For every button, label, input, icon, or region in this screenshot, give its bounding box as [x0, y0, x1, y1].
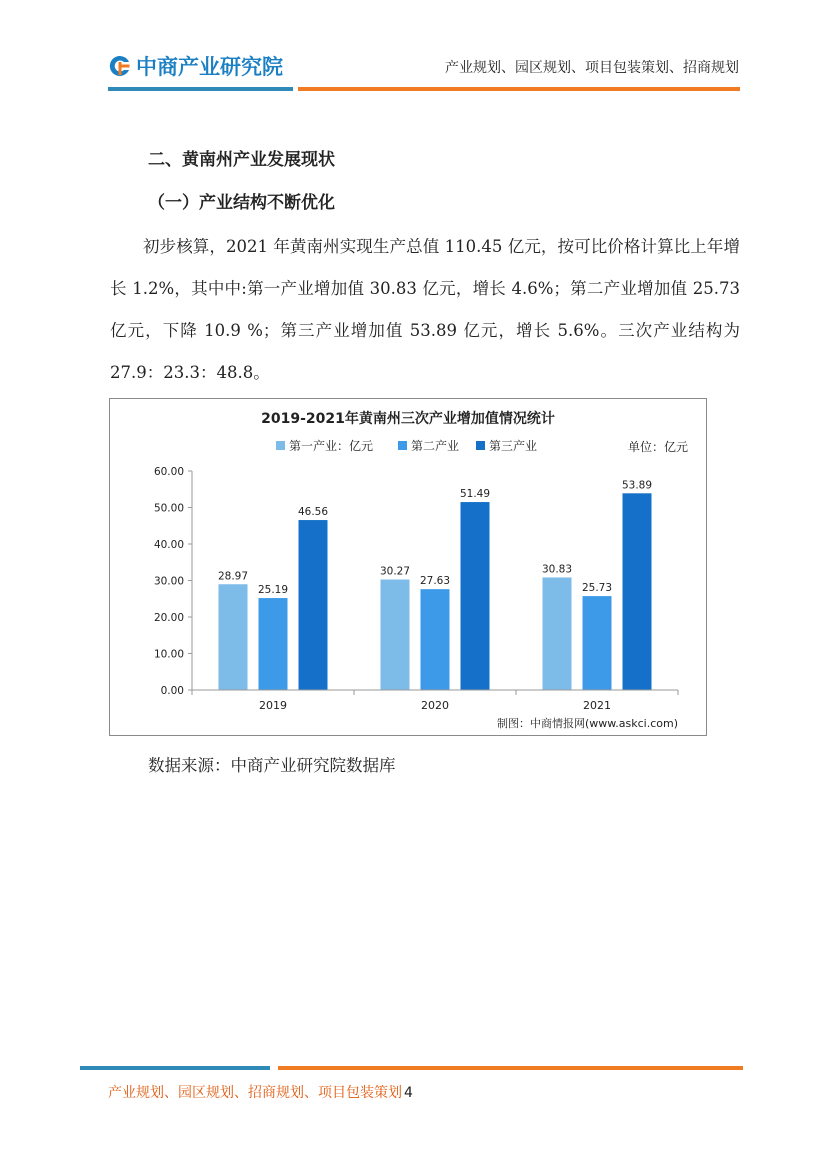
x-tick-label: 2021	[583, 699, 611, 712]
page-number: 4	[404, 1085, 413, 1101]
y-tick-label: 10.00	[153, 648, 184, 661]
y-tick-label: 0.00	[160, 685, 184, 697]
chart-title: 2019-2021年黄南州三次产业增加值情况统计	[261, 411, 555, 427]
x-axis	[192, 690, 678, 712]
chart-bars	[218, 479, 652, 690]
footer-divider-orange	[278, 1066, 743, 1070]
data-label: 46.56	[297, 506, 329, 519]
legend-label-1: 第一产业：亿元	[289, 439, 374, 453]
bar-2021-series-3	[623, 493, 652, 690]
legend-swatch-3	[476, 441, 485, 450]
x-tick-label: 2019	[259, 699, 287, 712]
x-tick-label: 2020	[421, 699, 449, 712]
bar-2019-series-1	[219, 584, 248, 690]
y-tick-label: 50.00	[153, 502, 184, 515]
footer	[108, 1082, 413, 1102]
data-label: 51.49	[459, 488, 491, 501]
bar-2021-series-2	[583, 596, 612, 690]
legend-label-2: 第二产业	[411, 439, 460, 453]
data-label: 53.89	[621, 479, 653, 492]
y-axis	[154, 466, 192, 697]
y-tick-label: 30.00	[153, 575, 184, 588]
header-divider-orange	[298, 87, 740, 91]
subsection-title: （一）产业结构不断优化	[148, 193, 335, 213]
chart-legend	[276, 438, 537, 453]
data-label: 25.19	[257, 584, 289, 597]
y-tick-label: 40.00	[153, 539, 184, 551]
bar-2020-series-3	[461, 502, 490, 690]
data-label: 27.63	[419, 575, 451, 588]
legend-swatch-1	[276, 441, 285, 450]
footer-divider-blue	[80, 1066, 270, 1070]
header-tagline: 产业规划、园区规划、项目包装策划、招商规划	[445, 60, 739, 76]
bar-2020-series-2	[421, 589, 450, 690]
bar-2019-series-3	[299, 520, 328, 690]
source-note: 数据来源：中商产业研究院数据库	[148, 756, 396, 775]
bar-2019-series-2	[259, 598, 288, 690]
logo-icon	[108, 54, 132, 78]
legend-label-3: 第三产业	[489, 439, 538, 453]
chart-credit: 制图：中商情报网(www.askci.com)	[497, 717, 678, 730]
bar-2020-series-1	[381, 580, 410, 690]
chart-unit-label: 单位：亿元	[627, 440, 688, 454]
data-label: 28.97	[217, 570, 249, 583]
y-tick-label: 60.00	[153, 466, 184, 478]
data-label: 30.27	[379, 565, 411, 578]
data-label: 30.83	[541, 563, 573, 576]
logo-text: 中商产业研究院	[136, 55, 283, 79]
company-logo	[108, 52, 283, 80]
y-tick-label: 20.00	[153, 612, 184, 624]
bar-2021-series-1	[543, 577, 572, 690]
header-divider-blue	[108, 87, 293, 91]
legend-swatch-2	[398, 441, 407, 450]
data-label: 25.73	[581, 582, 613, 595]
chart-container	[109, 398, 707, 736]
bar-chart	[110, 399, 706, 735]
section-title: 二、黄南州产业发展现状	[148, 150, 335, 170]
body-paragraph: 初步核算，2021 年黄南州实现生产总值 110.45 亿元，按可比价格计算比上年增长 1.2%，其中中:第一产业增加值 30.83 亿元，增长 4.6%；第二产业增加值 25.73 亿元，下降 10.9 %；第三产业增加值 53.89 亿元，增长 5.6%。三次产业结构为 27.9：23.3：48.8。	[110, 237, 740, 382]
footer-tagline: 产业规划、园区规划、招商规划、项目包装策划	[108, 1085, 402, 1101]
